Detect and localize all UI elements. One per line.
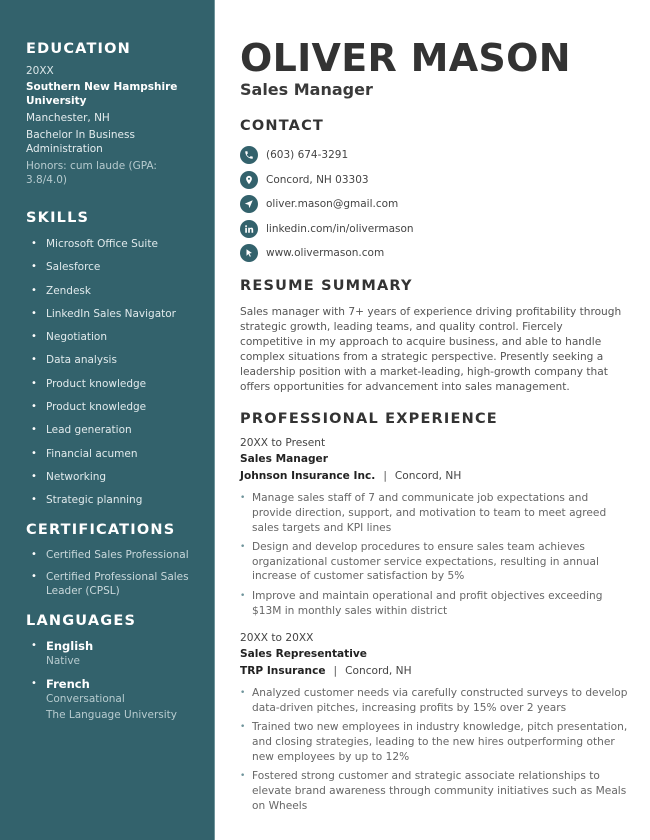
job-company-line <box>240 662 628 680</box>
contact-address-text: Concord, NH 03303 <box>266 173 369 186</box>
education-year: 20XX <box>26 65 54 77</box>
contact-phone <box>240 143 414 168</box>
summary-text: Sales manager with 7+ years of experience driving profitability through strategic growth, leading teams, and quality control. Fiercely competitive in my approach to acquire business, and able to handle complex situations from a strategic perspective. Presently seeking a leadership position with a market-leading, high-growth company that offers opportunities for advancement into sales management. <box>240 306 622 393</box>
skills-section <box>26 209 200 517</box>
skill-item: • Product knowledge <box>26 377 200 400</box>
contact-website-link[interactable]: www.olivermason.com <box>266 247 385 260</box>
certification-item: • Certified Professional Sales Leader (CPSL) <box>26 570 200 598</box>
job-bullet: • Design and develop procedures to ensure sales team achieves organizational customer service expectations, resulting in annual increase of customer satisfaction by 5% <box>240 540 628 584</box>
education-school: Southern New Hampshire University <box>26 81 178 107</box>
job-entry <box>240 435 628 623</box>
candidate-title: Sales Manager <box>240 80 373 99</box>
certification-item: • Certified Sales Professional <box>26 548 200 562</box>
skill-item: • Financial acumen <box>26 447 200 470</box>
contact-website[interactable] <box>240 241 414 266</box>
skill-item: • Zendesk <box>26 284 200 307</box>
skill-item: • Negotiation <box>26 330 200 353</box>
contact-heading: CONTACT <box>240 118 325 134</box>
job-dates: 20XX to Present <box>240 437 326 449</box>
contact-phone-text: (603) 674-3291 <box>266 149 349 162</box>
job-location: Concord, NH <box>394 470 462 482</box>
certifications-list <box>26 548 200 598</box>
contact-email[interactable] <box>240 192 414 217</box>
education-heading: EDUCATION <box>26 41 132 57</box>
experience-heading: PROFESSIONAL EXPERIENCE <box>240 411 498 427</box>
skill-item: • Strategic planning <box>26 493 200 516</box>
language-note: The Language University <box>46 708 177 721</box>
send-icon <box>240 195 258 213</box>
job-entry <box>240 630 628 818</box>
skills-list <box>26 237 200 517</box>
summary-heading: RESUME SUMMARY <box>240 278 413 294</box>
education-honors: Honors: cum laude (GPA: 3.8/4.0) <box>26 160 157 186</box>
language-name: • English <box>46 638 94 653</box>
language-item <box>26 639 200 669</box>
sidebar <box>0 0 215 840</box>
contact-email-link[interactable]: oliver.mason@gmail.com <box>266 198 399 211</box>
job-company: Johnson Insurance Inc. <box>240 470 376 482</box>
certifications-heading: CERTIFICATIONS <box>26 521 176 538</box>
job-dates: 20XX to 20XX <box>240 632 314 644</box>
job-role: Sales Representative <box>240 648 367 660</box>
language-level: Conversational <box>46 692 125 705</box>
separator: | <box>383 470 387 482</box>
skill-item: • Lead generation <box>26 423 200 446</box>
language-level: Native <box>46 654 80 667</box>
contact-address <box>240 168 414 193</box>
skill-item: • Salesforce <box>26 260 200 283</box>
contact-linkedin[interactable] <box>240 217 414 242</box>
job-bullet: • Improve and maintain operational and profit objectives exceeding $13M in monthly sales within district <box>240 589 628 619</box>
job-bullet: • Fostered strong customer and strategic associate relationships to elevate brand awareness through community initiatives such as Meals on Wheels <box>240 769 628 813</box>
skill-item: • Microsoft Office Suite <box>26 237 200 260</box>
job-bullet: • Manage sales staff of 7 and communicate job expectations and provide direction, support, and motivation to team to meet agreed sales targets and KPI lines <box>240 491 628 535</box>
job-bullets <box>240 491 628 618</box>
job-bullet: • Analyzed customer needs via carefully constructed surveys to develop data-driven pitches, increasing profits by 15% over 2 years <box>240 686 628 716</box>
location-pin-icon <box>240 171 258 189</box>
candidate-name: OLIVER MASON <box>240 36 571 80</box>
contact-list <box>240 143 414 266</box>
languages-section <box>26 612 200 723</box>
linkedin-icon <box>240 220 258 238</box>
skill-item: • LinkedIn Sales Navigator <box>26 307 200 330</box>
skills-heading: SKILLS <box>26 210 90 226</box>
education-degree: Bachelor In Business Administration <box>26 129 135 155</box>
job-company: TRP Insurance <box>240 665 326 677</box>
job-bullet: • Trained two new employees in industry knowledge, pitch presentation, and closing strategies, leading to the new hires outperforming other new employees by up to 12% <box>240 720 628 764</box>
job-bullets <box>240 686 628 813</box>
job-company-line <box>240 467 628 485</box>
job-role: Sales Manager <box>240 453 328 465</box>
certifications-section <box>26 521 200 598</box>
language-name: • French <box>46 676 90 691</box>
language-item <box>26 677 200 723</box>
contact-linkedin-link[interactable]: linkedin.com/in/olivermason <box>266 222 414 235</box>
languages-heading: LANGUAGES <box>26 612 137 629</box>
phone-icon <box>240 146 258 164</box>
separator: | <box>333 665 338 677</box>
skill-item: • Product knowledge <box>26 400 200 423</box>
job-location: Concord, NH <box>345 665 412 677</box>
education-section <box>26 40 200 187</box>
skill-item: • Data analysis <box>26 353 200 376</box>
languages-list <box>26 639 200 723</box>
skill-item: • Networking <box>26 470 200 493</box>
cursor-icon <box>240 244 258 262</box>
education-location: Manchester, NH <box>26 112 110 124</box>
